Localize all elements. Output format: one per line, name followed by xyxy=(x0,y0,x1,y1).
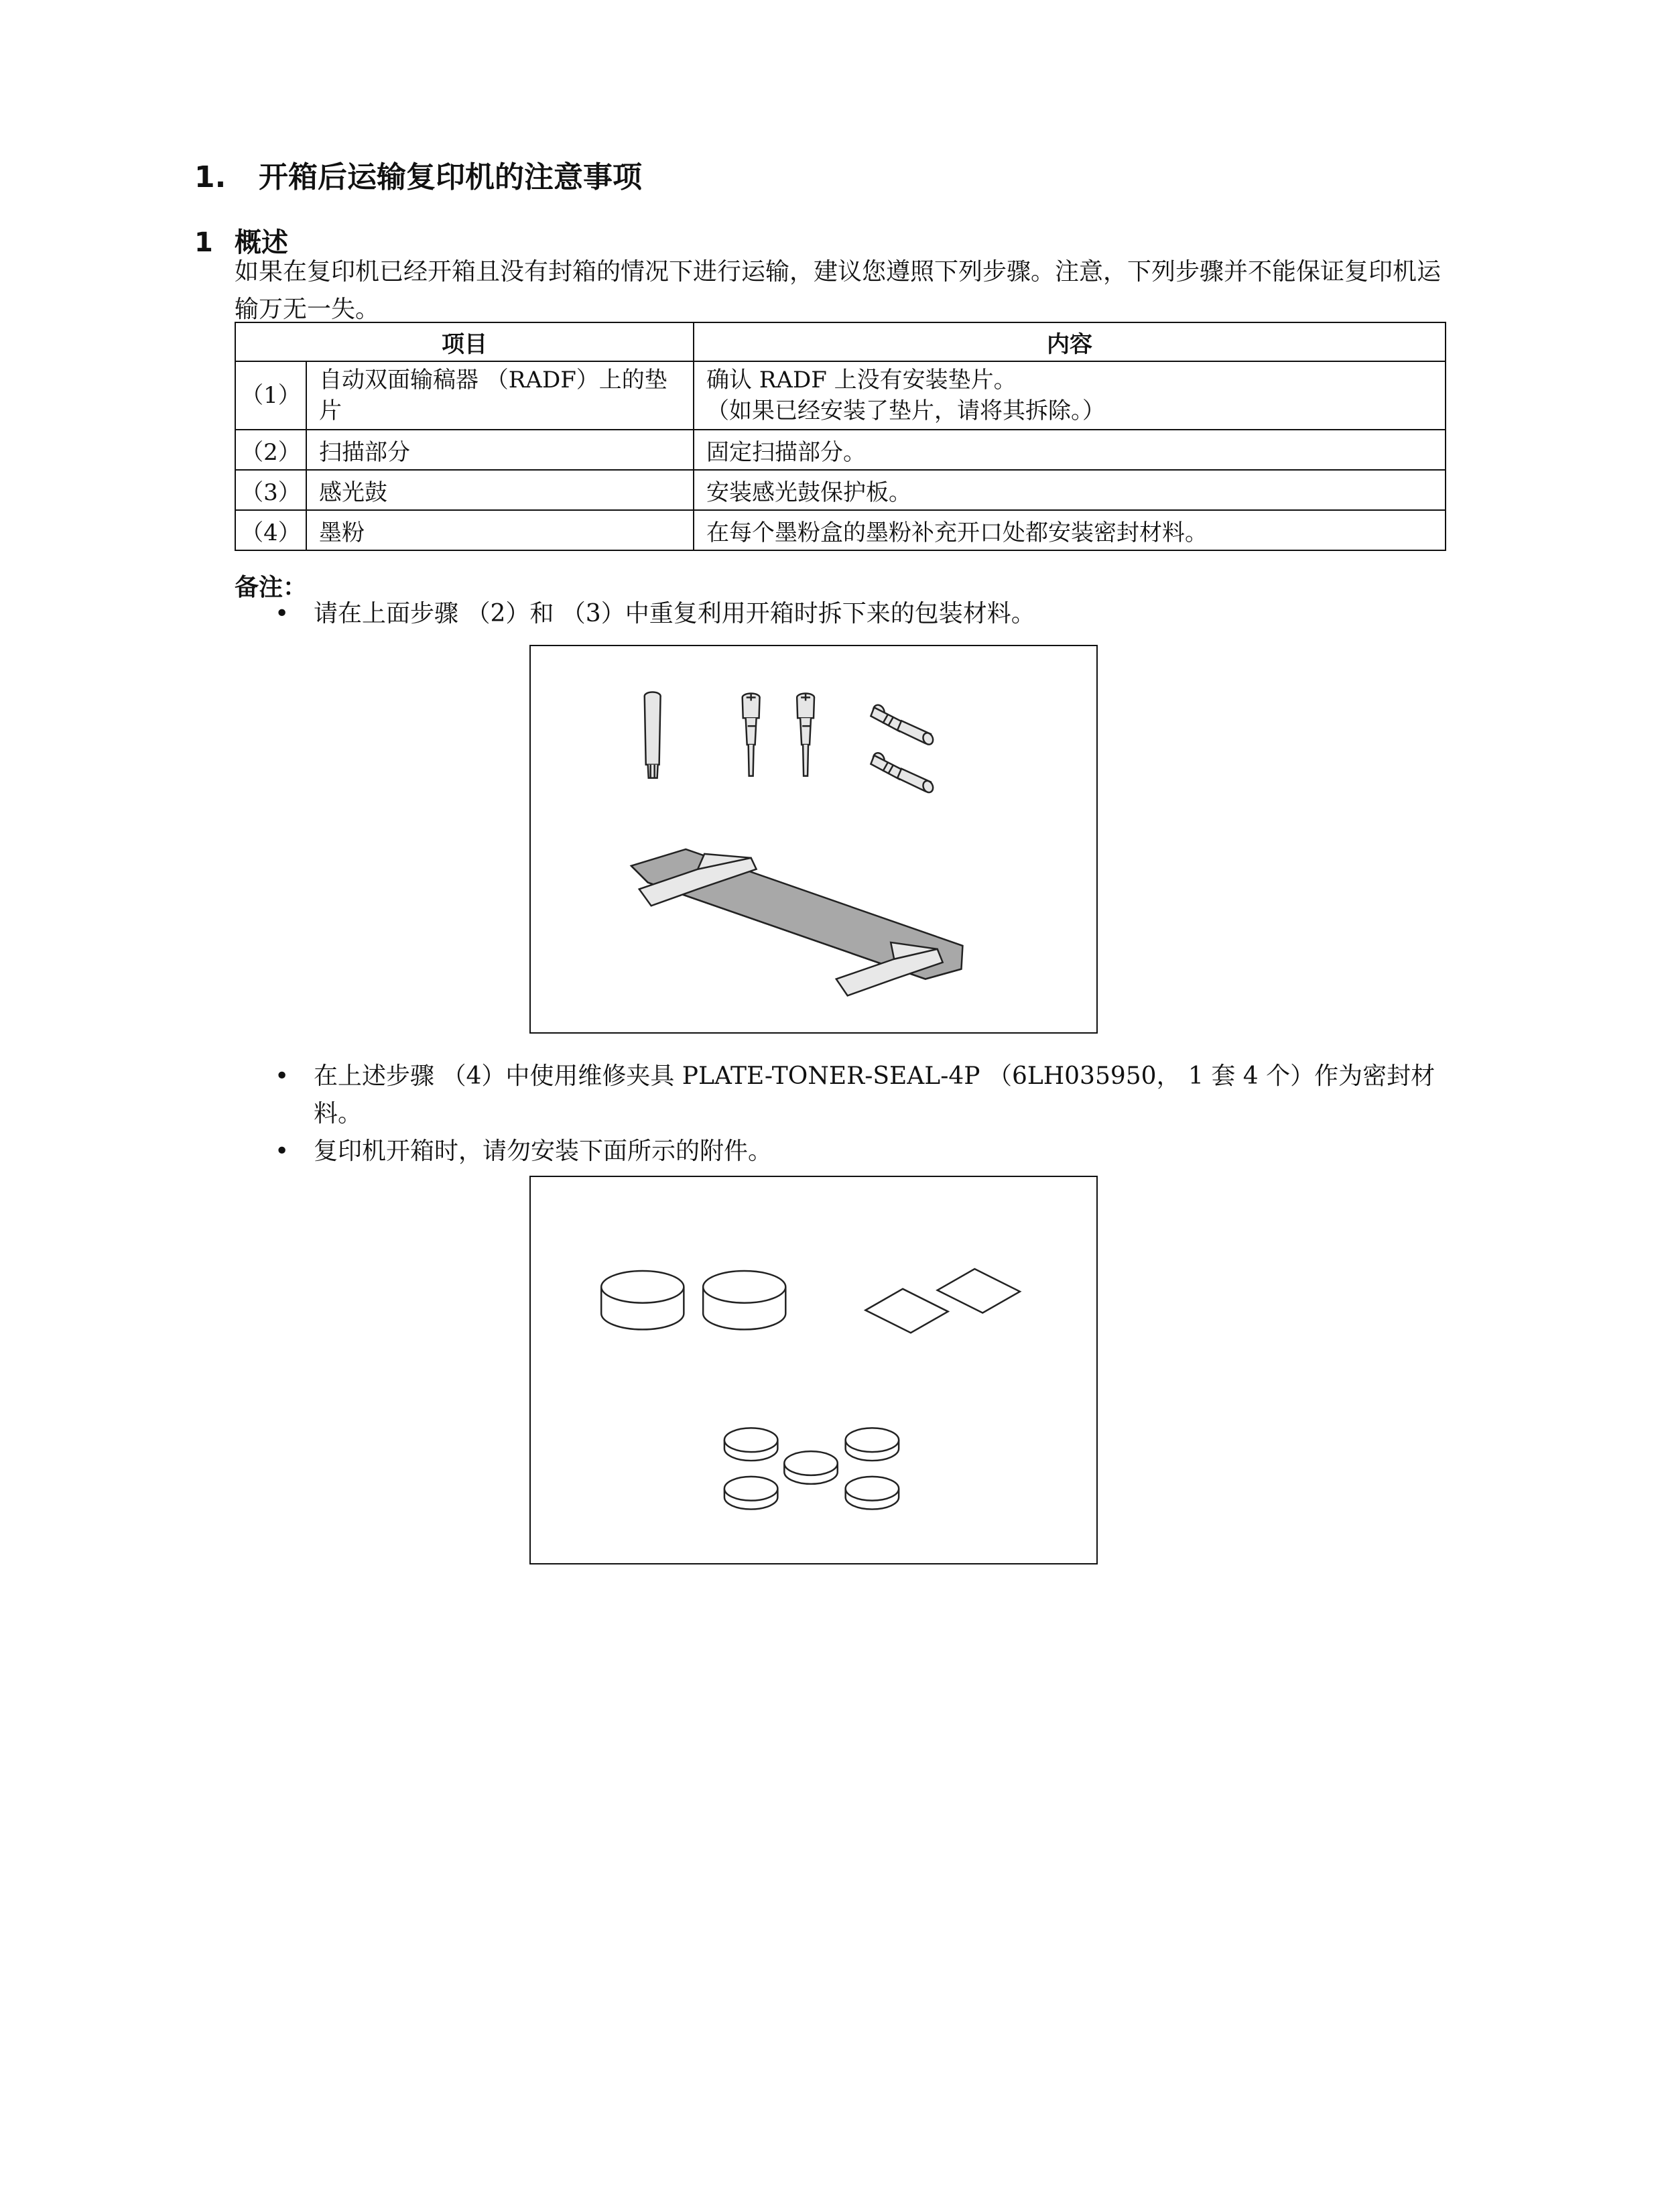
shoulder-screw-icon xyxy=(743,694,760,776)
accessories-figure xyxy=(529,1176,1098,1564)
note-text: 请在上面步骤 （2）和 （3）中重复利用开箱时拆下来的包装材料。 xyxy=(314,600,1035,627)
row-item: 感光鼓 xyxy=(306,470,694,510)
row-item: 自动双面输稿器 （RADF）上的垫片 xyxy=(306,361,694,430)
cylinder-pad-icon xyxy=(703,1271,785,1329)
table-row xyxy=(235,430,1446,470)
row-item: 扫描部分 xyxy=(306,430,694,470)
packing-materials-figure xyxy=(529,645,1098,1034)
small-disc-icon xyxy=(784,1451,837,1484)
table-header-row xyxy=(235,322,1446,361)
row-item: 墨粉 xyxy=(306,510,694,550)
note-item xyxy=(235,1058,1448,1133)
row-content: 安装感光鼓保护板。 xyxy=(694,470,1446,510)
small-disc-icon xyxy=(846,1477,899,1510)
procedure-table xyxy=(235,322,1446,551)
row-number: （3） xyxy=(235,470,306,510)
row-number: （4） xyxy=(235,510,306,550)
note-text: 在上述步骤 （4）中使用维修夹具 PLATE-TONER-SEAL-4P （6LH035950， 1 套 4 个）作为密封材料。 xyxy=(314,1062,1435,1127)
standoff-screw-icon xyxy=(645,692,661,778)
notes-title: 备注： xyxy=(235,574,308,601)
bullet-dot: • xyxy=(275,600,290,627)
horizontal-screw-icon xyxy=(871,751,934,794)
chapter-title: 开箱后运输复印机的注意事项 xyxy=(259,160,642,194)
shoulder-screw-icon xyxy=(797,694,814,776)
section-number: 1 xyxy=(194,227,213,258)
table-row xyxy=(235,361,1446,430)
row-content xyxy=(694,361,1446,430)
section-title: 概述 xyxy=(235,227,288,258)
table-row xyxy=(235,510,1446,550)
header-item: 项目 xyxy=(235,322,694,361)
small-disc-icon xyxy=(724,1428,777,1461)
table-row xyxy=(235,470,1446,510)
packing-tape-icon xyxy=(631,849,963,995)
row-number: （2） xyxy=(235,430,306,470)
note-text: 复印机开箱时，请勿安装下面所示的附件。 xyxy=(314,1138,773,1165)
bullet-dot: • xyxy=(275,1138,290,1165)
note-item xyxy=(235,1133,1448,1170)
horizontal-screw-icon xyxy=(871,703,934,746)
row-number: （1） xyxy=(235,361,306,430)
small-disc-icon xyxy=(724,1477,777,1510)
header-content: 内容 xyxy=(694,322,1446,361)
small-disc-icon xyxy=(846,1428,899,1461)
chapter-number: 1. xyxy=(194,160,227,194)
cylinder-pad-icon xyxy=(601,1271,684,1329)
intro-paragraph: 如果在复印机已经开箱且没有封箱的情况下进行运输，建议您遵照下列步骤。注意，下列步骤并不能保证复印机运输万无一失。 xyxy=(235,258,1442,323)
square-sheet-icon xyxy=(865,1269,1019,1333)
packing-materials-illustration xyxy=(531,646,1096,1032)
accessories-illustration xyxy=(531,1177,1096,1563)
chapter-heading xyxy=(194,153,642,196)
row-content-line: 确认 RADF 上没有安装垫片。 xyxy=(706,367,1017,393)
row-content: 在每个墨粉盒的墨粉补充开口处都安装密封材料。 xyxy=(694,510,1446,550)
bullet-dot: • xyxy=(275,1062,290,1090)
note-item xyxy=(235,595,1448,633)
row-content-line: （如果已经安装了垫片，请将其拆除。） xyxy=(706,397,1105,424)
row-content: 固定扫描部分。 xyxy=(694,430,1446,470)
